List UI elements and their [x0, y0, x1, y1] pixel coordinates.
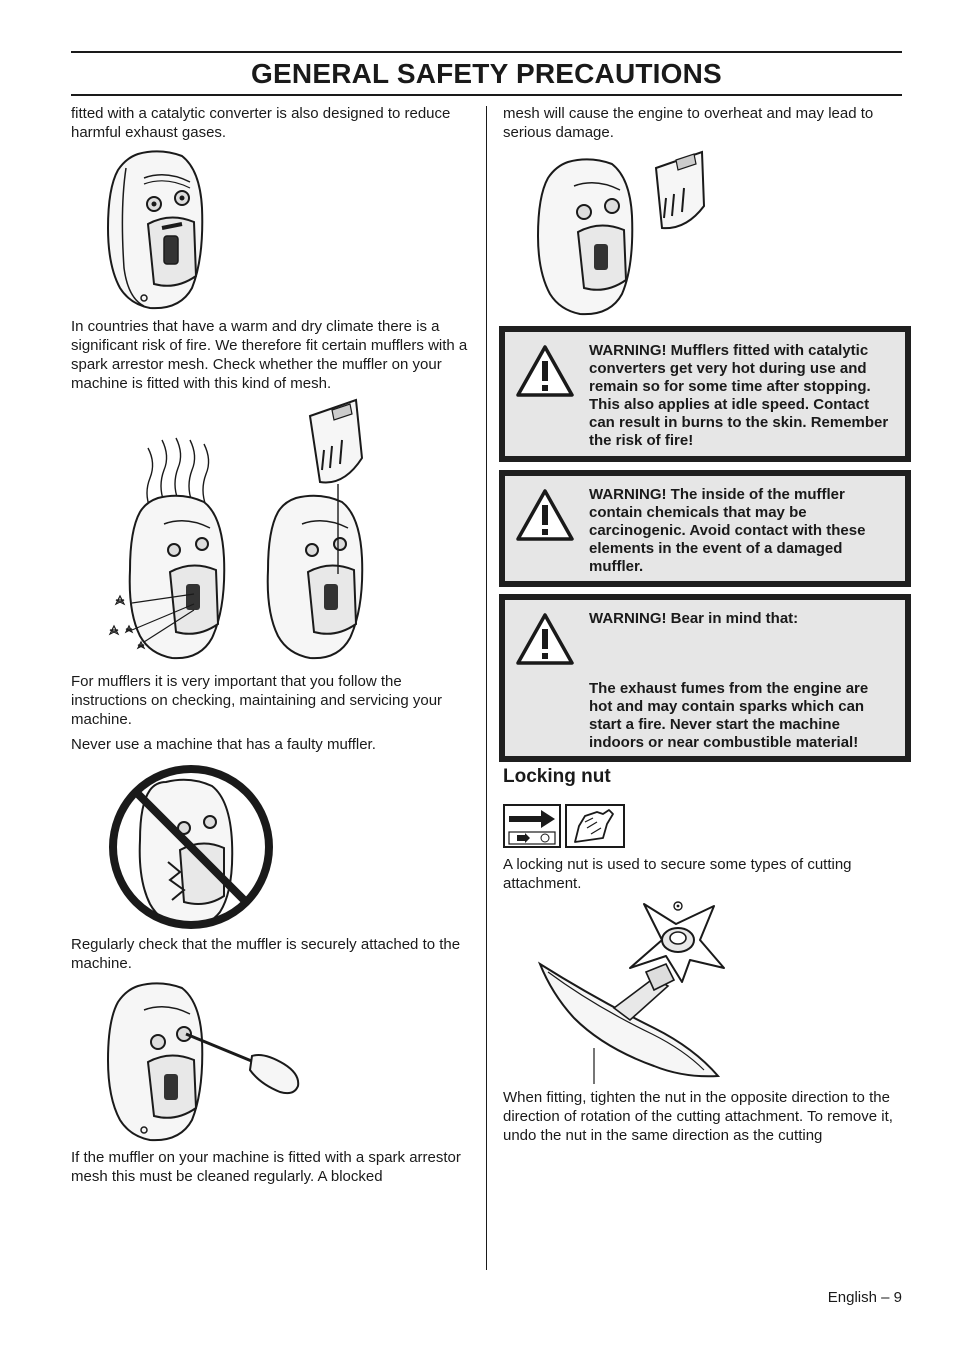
right-paragraph-3: When fitting, tighten the nut in the opposite direction to the direction of rotation of the cutting attachment. To remove it, undo the nut in the same direction as the cutting [503, 1089, 893, 1144]
page-footer: English – 9 [827, 1289, 902, 1306]
warning-text: WARNING! The inside of the muffler contain chemicals that may be carcinogenic. Avoid contact with these elements in the event of a damaged muffler. [589, 486, 866, 575]
warning-box-inner [505, 476, 905, 581]
page-title: GENERAL SAFETY PRECAUTIONS [251, 58, 722, 89]
left-paragraph-3: For mufflers it is very important that you follow the instructions on checking, maintaining and servicing your machine. [71, 673, 443, 728]
left-paragraph-2: In countries that have a warm and dry climate there is a significant risk of fire. We therefore fit certain mufflers with a spark arrestor mesh. Check whether the muffler on your machine is fitted with this kind of mesh. [71, 318, 468, 392]
muffler-screwdriver-illustration [100, 980, 304, 1145]
glove-pictogram [565, 804, 625, 848]
section-heading-locking-nut: Locking nut [503, 766, 611, 787]
direction-arrow-pictogram [503, 804, 561, 848]
warning-box-catalytic [499, 326, 911, 462]
warning-triangle-icon [515, 612, 575, 666]
warning-box-carcinogenic [499, 470, 911, 587]
warning-box-inner [505, 332, 905, 456]
warning-box-exhaust [499, 594, 911, 762]
warning-box-inner [505, 600, 905, 756]
left-paragraph-4: Never use a machine that has a faulty muffler. [71, 736, 376, 753]
muffler-illustration [100, 148, 210, 313]
column-divider [486, 106, 487, 1270]
right-paragraph-2: A locking nut is used to secure some types of cutting attachment. [503, 856, 852, 892]
warning-title: WARNING! Bear in mind that: [589, 610, 799, 627]
header-rule-bottom [71, 94, 902, 96]
left-paragraph-6: If the muffler on your machine is fitted with a spark arrestor mesh this must be cleaned regularly. A blocked [71, 1149, 461, 1185]
warning-triangle-icon [515, 344, 575, 398]
spark-arrestor-illustration [100, 398, 370, 668]
locking-nut-cutting-head-illustration [534, 898, 730, 1084]
left-paragraph-1: fitted with a catalytic converter is also designed to reduce harmful exhaust gases. [71, 105, 451, 141]
warning-text: WARNING! Mufflers fitted with catalytic converters get very hot during use and remain so for some time after stopping. This also applies at idle speed. Contact can result in burns to the skin. Remember the risk of fire! [589, 342, 889, 449]
warning-triangle-icon [515, 488, 575, 542]
warning-text: The exhaust fumes from the engine are hot and may contain sparks which can start a fire. Never start the machine indoors or near combustible material! [589, 680, 869, 751]
header-rule-top [71, 51, 902, 53]
spark-arrestor-mesh-illustration [530, 148, 710, 320]
faulty-muffler-prohibited-illustration [106, 762, 276, 932]
left-paragraph-5: Regularly check that the muffler is securely attached to the machine. [71, 936, 461, 972]
right-paragraph-1: mesh will cause the engine to overheat and may lead to serious damage. [503, 105, 874, 141]
